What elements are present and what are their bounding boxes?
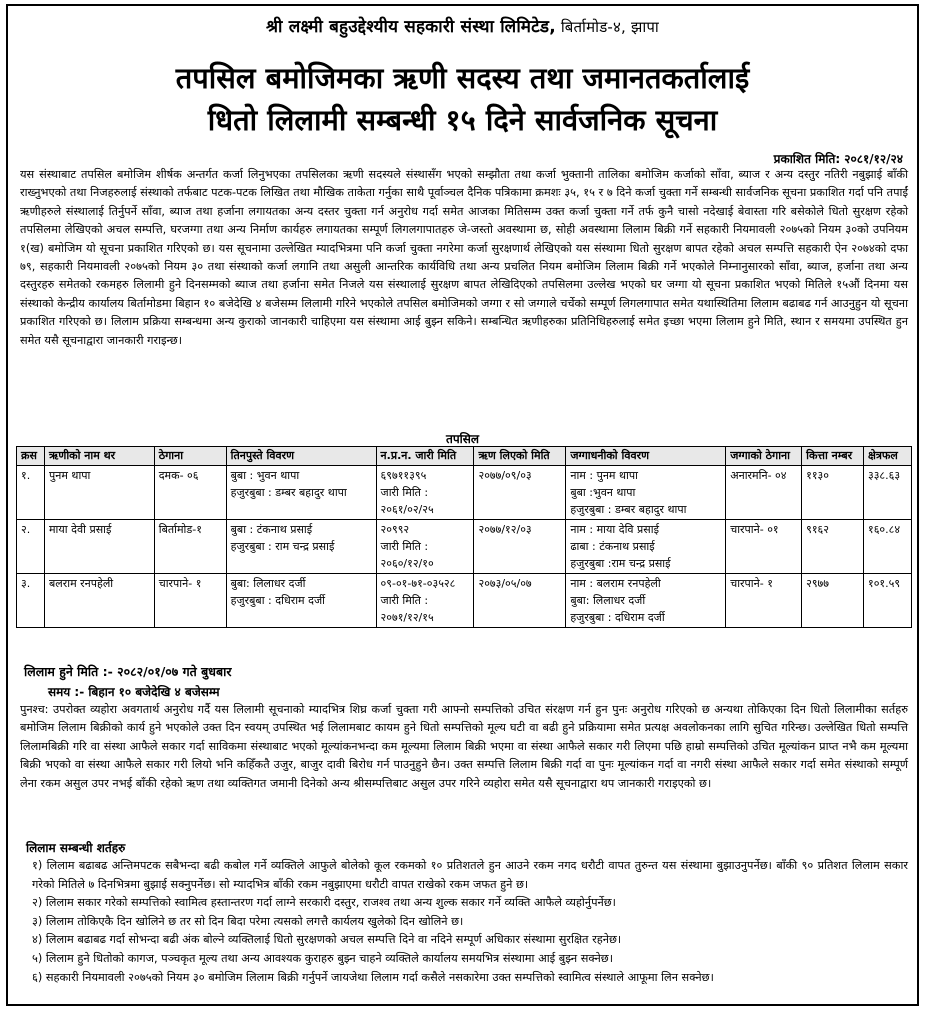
table-row [17,466,912,520]
published-date: प्रकाशित मिति: २०८१/१२/२४ [773,152,903,166]
cell-area: १०१.५९ [863,574,911,628]
organization-name: श्री लक्ष्मी बहुउद्देश्यीय सहकारी संस्था लिमिटेड, [265,17,556,37]
citizenship-issue-label: जारी मिति : [380,540,429,553]
cell-address: दमक- ०६ [154,466,226,520]
auction-time: समय :- बिहान १० बजेदेखि ४ बजेसम्म [48,685,220,699]
list-item: ६) सहकारी नियमावली २०७५को नियम ३० बमोजिम लिलाम बिक्री गर्नुपर्ने जायजेथा लिलाम गर्दा कसैले नसकारेमा उक्त सम्पत्तिको स्वामित्व संस्थाले आफूमा लिन सक्नेछ। [32,970,714,984]
citizenship-issue-date: २०६१/०२/२५ [380,503,434,516]
lineage-grandfather: हजुरबुबा : राम चन्द्र प्रसाई [230,540,335,553]
header-land-address: जग्गाको ठेगाना [726,447,802,466]
owner-name: नाम : बलराम रनपहेली [570,577,661,590]
cell-lineage [226,574,376,628]
organization-header [8,14,917,37]
cell-owner [566,520,726,574]
list-item: ४) लिलाम बढाबढ गर्दा सोभन्दा बढी अंक बोल्ने व्यक्तिलाई धितो सुरक्षणको अचल सम्पत्ति दिने वा नदिने सम्पूर्ण अधिकार संस्थामा सुरक्षित रहनेछ। [32,933,622,947]
postscript-paragraph: पुनश्च: उपरोक्त व्यहोरा अवगतार्थ अनुरोध गर्दै यस लिलामी सूचनाको म्यादभित्र शिघ्र कर्जा चुक्ता गरी आफ्नो सम्पत्तिको उचित संरक्षण गर्न हुन पुनः अनुरोध गरिएको छ अन्यथा तोकिएका दिन धितो लिलामीका सर्तहरु बमोजिम लिलाम बिक्रीको कार्य हुने भएकोले उक्त दिन स्वयम् उपस्थित भई लिलामबाट कायम हुने धितो सम्पत्तिको मूल्य घटी वा बढी हुने प्रक्रियामा समेत प्रत्यक्ष अवलोकनका लागि सुचित गरिन्छ। उल्लेखित धितो सम्पत्ति लिलामबिक्री गरि वा संस्था आफैले सकार गर्दा साविकमा संस्थाबाट भएको मूल्यांकनभन्दा कम मूल्यमा लिलाम बिक्री भएमा वा संस्था आफैले सकार गरी लिएमा पछि हाम्रो सम्पत्तिको उचित मूल्यांकन प्राप्त नभै कम मूल्यमा बिक्री भएको वा संस्था आफैले सकार गरी लियो भनि कहिँकतै उजुर, बाजुर दावी बिरोध गर्न पाउनुहुने छैन। उक्त सम्पत्ति लिलाम बिक्री गर्दा वा पुनः मूल्यांकन गर्दा वा नगरी संस्था आफैले सकार गर्दा समेत संस्थाको सम्पूर्ण लेना रकम असुल उपर नभई बाँकी रहेको ऋण तथा व्यक्तिगत जमानी दिनेको अन्य श्रीसम्पत्तिबाट असुल उपर गरिने व्यहोरा समेत यसै सूचनाद्वारा थप जानकारी गराइएको छ। [20,703,908,790]
owner-grandfather: हजुरबुबा : दधिराम दर्जी [570,611,665,624]
lineage-father: बुबा : भुवन थापा [230,469,300,482]
cell-citizenship [376,574,474,628]
lineage-grandfather: हजुरबुबा : डम्बर बहादुर थापा [230,486,347,499]
cell-land-address: चारपाने- १ [726,574,802,628]
cell-area: १६०.८४ [863,520,911,574]
cell-lineage [226,520,376,574]
owner-father: बुबा: लिलाधर दर्जी [570,594,646,607]
cell-land-address: अनारमनि- ०४ [726,466,802,520]
auction-date: लिलाम हुने मिति :- २०८२/०१/०७ गते बुधबार [24,664,232,679]
header-borrower-name: ऋणीको नाम थर [44,447,154,466]
table-header-row [17,447,912,466]
list-item: ३) लिलाम तोकिएकै दिन खोलिने छ तर सो दिन बिदा परेमा त्यसको लगत्तै कार्यलय खुलेको दिन खोलिने छ। [32,914,464,928]
cell-borrower-name: बलराम रनपहेली [44,574,154,628]
owner-father: ढाबा : टंकनाथ प्रसाई [570,540,655,553]
table-row [17,574,912,628]
citizenship-number: २०९९२ [380,523,410,536]
owner-name: नाम : पुनम थापा [570,469,638,482]
header-plot-number: कित्ता नम्बर [802,447,864,466]
cell-loan-date: २०७७/१२/०३ [474,520,566,574]
borrower-details-table [16,446,912,628]
notice-headline-line2: धितो लिलामी सम्बन्धी १५ दिने सार्वजनिक सूचना [207,103,718,137]
cell-area: ३३८.६३ [863,466,911,520]
header-loan-date: ऋण लिएको मिति [474,447,566,466]
header-sn: क्रस [17,447,45,466]
lineage-father: बुबा : टंकनाथ प्रसाई [230,523,313,536]
owner-father: बुबा :भुवन थापा [570,486,636,499]
cell-address: चारपाने- १ [154,574,226,628]
cell-borrower-name: पुनम थापा [44,466,154,520]
conditions-list [32,857,908,987]
header-lineage: तिनपुस्ते विवरण [226,447,376,466]
cell-lineage [226,466,376,520]
cell-loan-date: २०७७/०९/०३ [474,466,566,520]
citizenship-issue-label: जारी मिति : [380,594,429,607]
lineage-grandfather: हजुरबुबा : दधिराम दर्जी [230,594,325,607]
organization-location: बिर्तामोड-४, झापा [555,18,660,36]
header-citizenship: न.प्र.न. जारी मिति [376,447,474,466]
owner-grandfather: हजुरबुबा : डम्बर बहादुर थापा [570,503,687,516]
header-owner: जग्गाधनीको विवरण [566,447,726,466]
notice-headline-line1: तपसिल बमोजिमका ऋणी सदस्य तथा जमानतकर्तालाई [175,61,750,95]
list-item: ५) लिलाम हुने धितोको कागज, पञ्चकृत मूल्य तथा अन्य आवश्यक कुराहरु बुझ्न चाहने व्यक्तिले कार्यालय समयभित्र संस्थामा आई बुझ्न सक्नेछ। [32,951,613,965]
citizenship-number: ०९-०१-७१-०३५२८ [380,577,456,590]
cell-sn: २. [17,520,45,574]
lineage-father: बुबा: लिलाधर दर्जी [230,577,306,590]
cell-owner [566,466,726,520]
cell-address: बिर्तामोड-१ [154,520,226,574]
cell-loan-date: २०७३/०५/०७ [474,574,566,628]
cell-sn: ३. [17,574,45,628]
conditions-title: लिलाम सम्बन्धी शर्तहरु [26,841,126,855]
citizenship-issue-date: २०७१/१२/१५ [380,611,434,624]
table-row [17,520,912,574]
list-item: १) लिलाम बढाबढ अन्तिमपटक सबैभन्दा बढी कबोल गर्ने व्यक्तिले आफुले बोलेको कूल रकमको १० प्रतिशतले हुन आउने रकम नगद धरौटी वापत तुरुन्त यस संस्थामा बुझाउनुपर्नेछ। बाँकी ९० प्रतिशत लिलाम सकार गरेको मितिले ७ दिनभित्रमा बुझाई सक्नुपर्नेछ। सो म्यादभित्र बाँकी रकम नबुझाएमा धरौटी वापत राखेको रकम जफत हुने छ। [32,859,908,891]
citizenship-issue-label: जारी मिति : [380,486,429,499]
list-item: २) लिलाम सकार गरेको सम्पत्तिको स्वामित्व हस्तान्तरण गर्दा लाग्ने सरकारी दस्तुर, राजश्व तथा अन्य शुल्क सकार गर्ने व्यक्ति आफैले व्यहोर्नुपर्नेछ। [32,896,616,910]
header-address: ठेगाना [154,447,226,466]
cell-plot-number: ११३० [802,466,864,520]
citizenship-issue-date: २०६०/१२/१० [380,557,434,570]
citizenship-number: ६९७११३९५ [380,469,427,482]
cell-citizenship [376,466,474,520]
cell-land-address: चारपाने- ०१ [726,520,802,574]
cell-owner [566,574,726,628]
owner-name: नाम : माया देवि प्रसाई [570,523,659,536]
intro-paragraph: यस संस्थाबाट तपसिल बमोजिम शीर्षक अन्तर्गत कर्जा लिनुभएका तपसिलका ऋणी सदस्यले संस्थासँग भएको सम्झौता तथा कर्जा भुक्तानी तालिका बमोजिम कर्जाको साँवा, ब्याज र अन्य दस्तुर नतिरी नबुझाई बाँकी राख्नुभएको तथा निजहरुलाई संस्थाको तर्फबाट पटक-पटक लिखित तथा मौखिक ताकेता गर्नुका साथै पूर्वाञ्चल दैनिक पत्रिकामा क्रमशः ३५, १५ र ७ दिने कर्जा चुक्ता गर्ने सम्बन्धी सार्वजनिक सूचना प्रकाशित गर्दा पनि तपाईं ऋणीहरुले संस्थालाई तिर्नुपर्ने साँवा, ब्याज तथा हर्जाना लगायतका अन्य दस्तर चुक्ता गर्न अनुरोध गर्दा समेत आजका मितिसम्म उक्त कर्जा चुक्ता गर्ने तर्फ कुनै चासो नदेखाई बेवास्ता गरि बसेकोले धितो सुरक्षण रहेको तपसिलमा लेखिएको अचल सम्पत्ति, घरजग्गा तथा अन्य निर्माण कार्यहरु लगायतका सम्पूर्ण लिगलगापातहरु जे-जस्तो अवस्थामा छ, सोही अवस्थामा लिलाम बिक्री गर्ने सहकारी नियमावली २०७५को नियम ३०को उपनियम १(ख) बमोजिम यो सूचना प्रकाशित गरिएको छ। यस सूचनामा उल्लेखित म्यादभित्रमा पनि कर्जा चुक्ता नगरेमा कर्जा सुरक्षणार्थ लेखिएको यस संस्थामा धितो सुरक्षण बापत रहेको अचल सम्पत्ति सहकारी ऐन २०७४को दफा ७९, सहकारी नियमावली २०७५को नियम ३० तथा संस्थाको कर्जा लगानि तथा असुली आन्तरिक कार्यविधि तथा अन्य प्रचलित नियम बमोजिम लिलाम बिक्री गर्ने भएकोले निम्नानुसारको साँवा, ब्याज, हर्जाना तथा अन्य दस्तुरहरु समेतको रकमहरु लिलामी हुने दिनसम्मको ब्याज तथा हर्जाना समेत निजले यस संस्थालाई सुरक्षण बापत लेखिदिएको तपसिलमा उल्लेख भएको घर जग्गा यो सूचना प्रकाशित भएको मितिले १५औं दिनमा यस संस्थाको केन्द्रीय कार्यालय बिर्तामोडमा बिहान १० बजेदेखि ४ बजेसम्म लिलामी गरिने भएकोले तपसिल बमोजिमको जग्गा र सो जग्गाले चर्चेको सम्पूर्ण लिगलगापात समेत यथास्थितिमा लिलाम बढाबढ गर्न आउनुहुन यो सूचना प्रकाशित गरिएको छ। लिलाम प्रक्रिया सम्बन्धमा अन्य कुराको जानकारी चाहिएमा यस संस्थामा आई बुझ्न सकिने। सम्बन्धित ऋणीहरुका प्रतिनिधिहरुलाई समेत इच्छा भएमा लिलाम हुने मिति, स्थान र समयमा उपस्थित हुन समेत यसै सूचनाद्वारा जानकारी गराइन्छ। [20,168,908,347]
notice-page [6,4,919,1006]
cell-plot-number: २९७७ [802,574,864,628]
cell-plot-number: ९१६२ [802,520,864,574]
cell-sn: १. [17,466,45,520]
cell-citizenship [376,520,474,574]
table-title: तपसिल [445,432,479,446]
owner-grandfather: हजुरबुबा :राम चन्द्र प्रसाई [570,557,671,570]
header-area: क्षेत्रफल [863,447,911,466]
cell-borrower-name: माया देवी प्रसाई [44,520,154,574]
